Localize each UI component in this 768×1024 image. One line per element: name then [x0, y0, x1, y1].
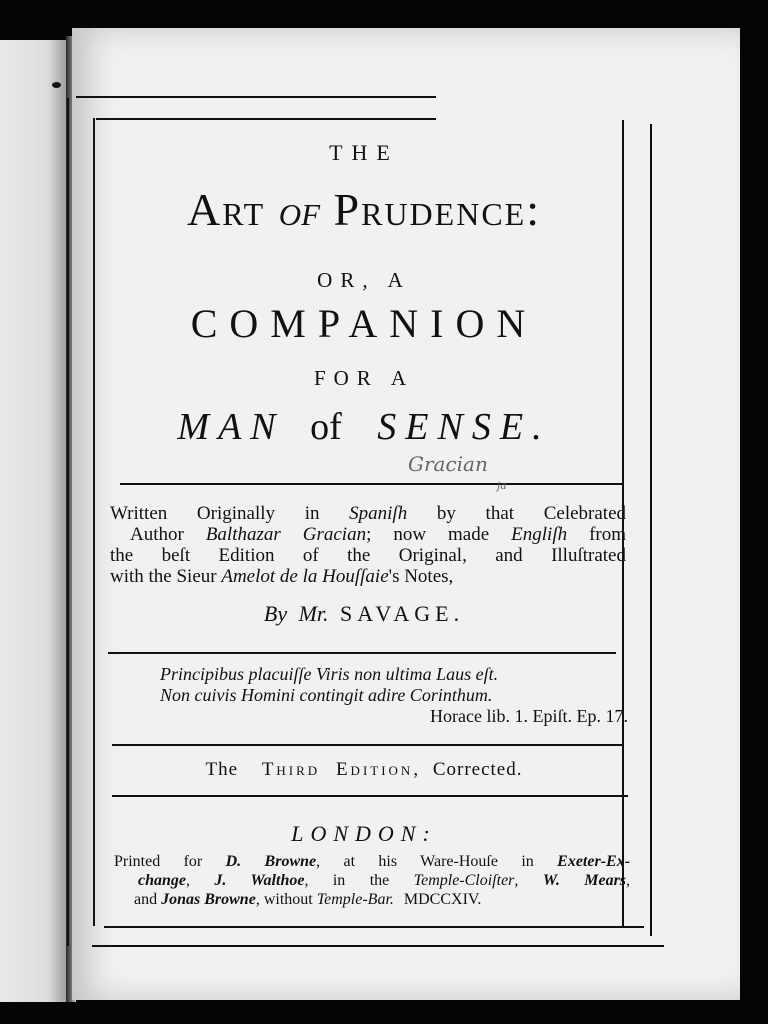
authorship-line-1: Written Originally in Spaniſh by that Celebrated — [110, 503, 627, 524]
author-byline — [100, 601, 628, 627]
handwritten-mark: ja — [497, 478, 507, 492]
edition-corrected: Corrected. — [432, 759, 523, 780]
imprint-city: LONDON: — [291, 821, 437, 846]
epigraph-line-1: Principibus placuiſſe Viris non ultima Laus eſt. — [160, 664, 499, 684]
edition-statement — [100, 759, 628, 781]
outer-border-right — [650, 124, 652, 936]
title-prudence: Prudence: — [333, 184, 541, 235]
imprint-line-2: change, J. Walthoe, in the Temple-Cloiſter, W. Mears, — [138, 872, 631, 889]
rule-after-edition — [112, 795, 628, 797]
imprint-line-1: Printed for D. Browne, at his Ware-Houſe in Exeter-Ex- — [114, 853, 631, 870]
outer-border-bottom — [92, 945, 664, 947]
title-sense: SENSE. — [377, 406, 551, 448]
edition-third: Third — [261, 759, 321, 780]
authorship-line-3: the beſt Edition of the Original, and Illuſtrated — [110, 545, 626, 566]
authorship-statement — [110, 503, 626, 587]
epigraph-line-2: Non cuivis Homini contingit adire Corinthum. — [160, 685, 493, 705]
title-companion: COMPANION — [190, 301, 538, 346]
authorship-line-2: Author Balthazar Gracian; now made Engliſh from — [130, 524, 627, 545]
outer-border-left — [67, 98, 69, 946]
title-of-word: of — [310, 406, 342, 448]
title-for-a: FOR A — [313, 366, 415, 390]
ink-spot — [52, 82, 61, 88]
epigraph — [160, 664, 628, 727]
imprint — [114, 852, 630, 909]
byline-mr: Mr. — [298, 601, 329, 626]
title-art-of-prudence — [100, 183, 628, 236]
outer-border-top — [76, 96, 436, 98]
edition-the: The — [205, 759, 239, 780]
imprint-line-3: and Jonas Browne, without Temple-Bar. MDCCXIV. — [134, 891, 482, 908]
title-or-a: OR, A — [317, 268, 411, 292]
inner-border-bottom — [104, 926, 644, 928]
authorship-line-4: with the Sieur Amelot de la Houſſaie's Notes, — [110, 566, 454, 587]
byline-by: By — [263, 601, 288, 626]
title-art: Art — [186, 184, 266, 235]
title-the: THE — [329, 140, 399, 165]
rule-after-title — [120, 483, 624, 485]
edition-edition: Edition, — [335, 759, 422, 780]
inner-border-top — [96, 118, 436, 120]
title-man-of-sense — [96, 405, 632, 449]
epigraph-source: Horace lib. 1. Epiſt. Ep. 17. — [430, 706, 628, 726]
byline-name: SAVAGE. — [340, 601, 465, 626]
handwritten-annotation: Gracian — [408, 452, 488, 476]
facing-page — [0, 40, 68, 1002]
title-of-italic: of — [278, 186, 321, 235]
rule-after-byline — [108, 652, 616, 654]
title-man: MAN — [177, 406, 285, 448]
rule-before-edition — [112, 744, 622, 746]
inner-border-left — [93, 118, 95, 926]
